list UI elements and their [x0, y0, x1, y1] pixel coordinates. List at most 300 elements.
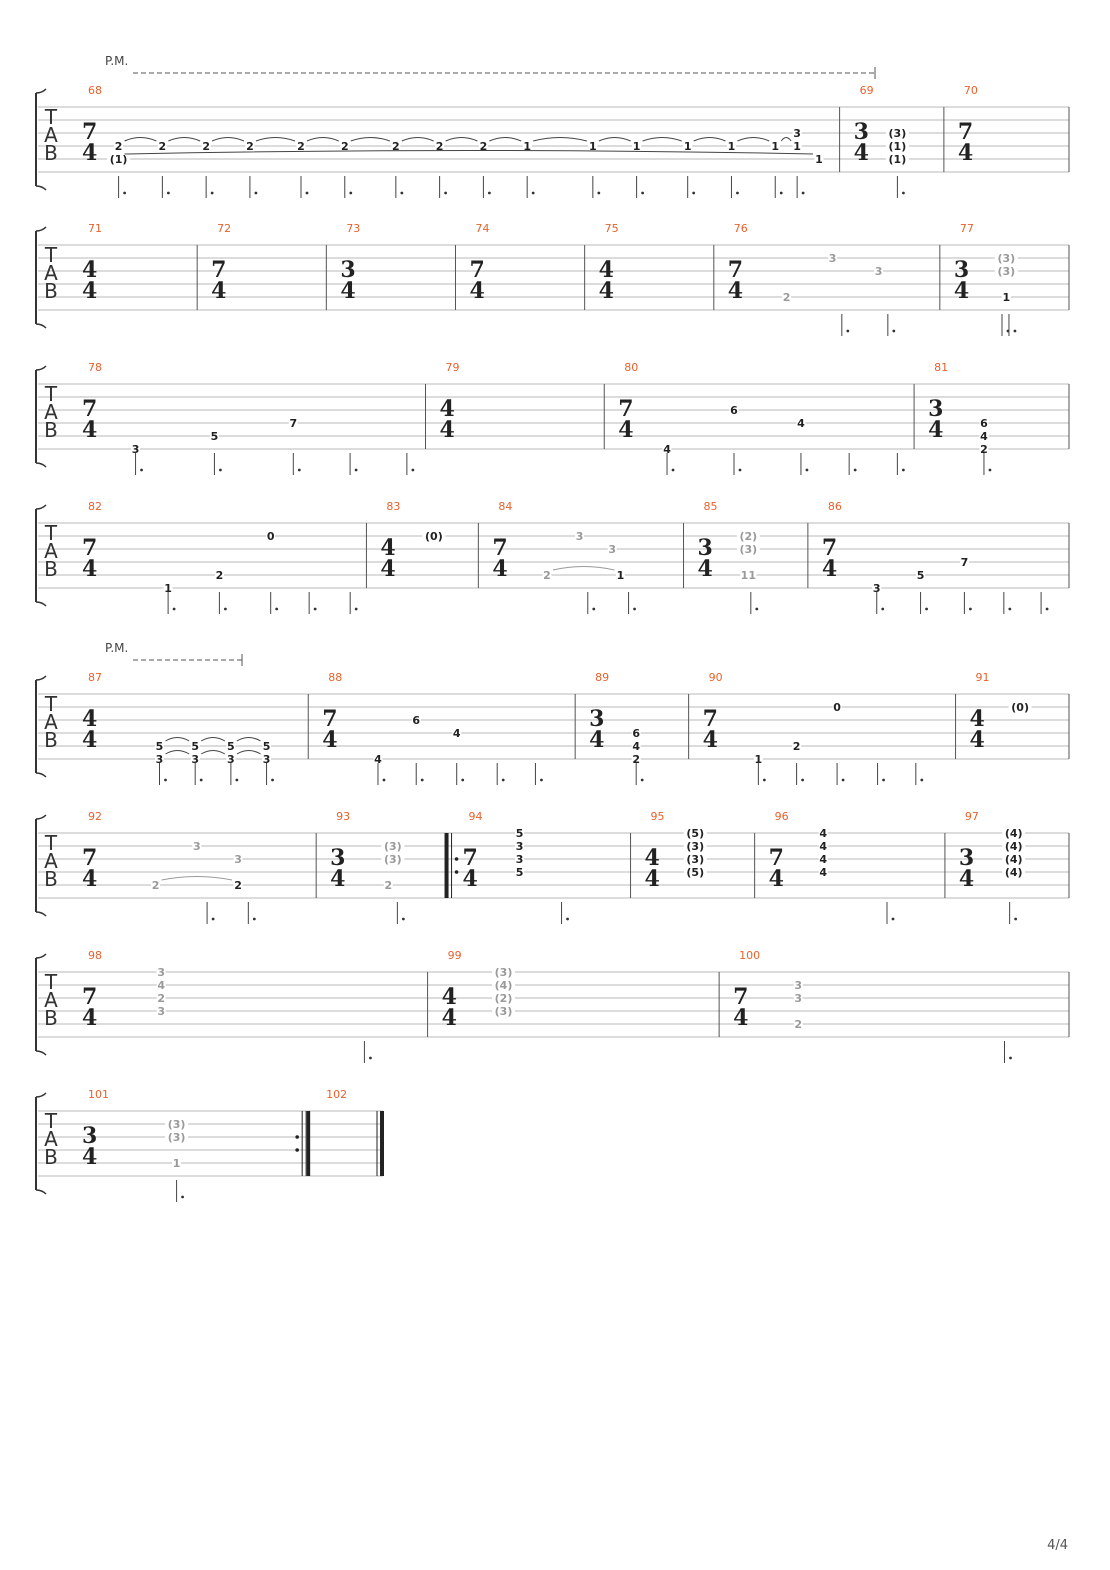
duration-dot — [846, 330, 849, 333]
tab-clef-letter: B — [44, 279, 58, 303]
duration-dot — [173, 608, 176, 611]
fret-number: 11 — [740, 569, 756, 582]
duration-dot — [306, 192, 309, 195]
fret-number: 4 — [797, 417, 805, 430]
duration-dot — [355, 608, 358, 611]
tie-arc — [201, 738, 225, 742]
time-signature-bottom: 4 — [618, 417, 634, 443]
time-signature-top: 7 — [618, 396, 634, 422]
duration-dot — [881, 608, 884, 611]
fret-number: 3 — [794, 979, 803, 992]
tie-arc — [168, 138, 200, 142]
duration-dot — [532, 192, 535, 195]
duration-dot — [369, 1057, 372, 1060]
fret-number: 2 — [980, 443, 988, 456]
fret-number: 3 — [515, 840, 524, 853]
time-signature-top: 7 — [469, 257, 485, 283]
tie-arc — [694, 138, 726, 142]
duration-dot — [736, 192, 739, 195]
duration-dot — [806, 469, 809, 472]
tab-clef-letter: T — [44, 970, 58, 994]
duration-dot — [672, 469, 675, 472]
repeat-dot — [455, 870, 459, 874]
measure-number: 101 — [88, 1088, 109, 1101]
measure — [914, 361, 991, 475]
fret-number: 1 — [727, 140, 736, 153]
time-signature-bottom: 4 — [697, 556, 713, 582]
measure — [82, 810, 256, 924]
repeat-dot — [455, 857, 459, 861]
fret-number: 3 — [872, 582, 881, 595]
fret-number: 0 — [833, 701, 841, 714]
time-signature-bottom: 4 — [492, 556, 508, 582]
time-signature-top: 7 — [957, 119, 974, 145]
fret-number: (3) — [167, 1131, 186, 1144]
measure — [604, 361, 905, 475]
fret-number: 1 — [523, 140, 531, 153]
tab-clef-letter: B — [44, 1006, 58, 1030]
tie-arc — [256, 138, 295, 142]
time-signature-bottom: 4 — [953, 278, 970, 304]
duration-dot — [902, 469, 905, 472]
fret-number: 3 — [575, 530, 584, 543]
fret-number: 2 — [202, 140, 210, 153]
fret-number: 2 — [435, 140, 444, 153]
fret-number: 2 — [157, 992, 165, 1005]
duration-dot — [641, 192, 644, 195]
fret-number: 3 — [515, 853, 524, 866]
measure — [940, 222, 1018, 336]
fret-number: 2 — [392, 140, 400, 153]
measure — [945, 810, 1025, 924]
measure — [840, 84, 909, 198]
tie-arc — [125, 138, 157, 142]
duration-dot — [355, 469, 358, 472]
fret-number: 4 — [819, 866, 828, 879]
time-signature-bottom: 4 — [469, 278, 485, 304]
time-signature-bottom: 4 — [82, 417, 98, 443]
tab-clef-letter: A — [44, 123, 58, 147]
measure-number: 87 — [88, 671, 102, 684]
fret-number: 6 — [632, 727, 641, 740]
duration-dot — [1014, 330, 1017, 333]
tab-system — [36, 361, 1069, 475]
time-signature-top: 3 — [958, 845, 975, 871]
time-signature-top: 7 — [768, 845, 784, 871]
fret-number: (4) — [1004, 853, 1023, 866]
fret-number: 4 — [980, 430, 988, 443]
time-signature-top: 3 — [928, 396, 944, 422]
time-signature-top: 4 — [598, 257, 614, 283]
tab-clef-letter: T — [44, 105, 58, 129]
tab-clef-letter: B — [44, 1145, 58, 1169]
measure-number: 100 — [739, 949, 761, 962]
measure-number: 72 — [217, 222, 232, 235]
time-signature-top: 7 — [702, 706, 718, 732]
measure — [316, 810, 405, 924]
tab-clef-letter: A — [44, 539, 58, 563]
duration-dot — [641, 779, 644, 782]
duration-dot — [255, 192, 258, 195]
duration-dot — [902, 192, 905, 195]
time-signature-top: 3 — [589, 706, 605, 732]
fret-number: 4 — [157, 979, 165, 992]
tab-clef-letter: B — [44, 728, 58, 752]
duration-dot — [755, 608, 758, 611]
repeat-start-thick — [445, 833, 449, 898]
time-signature-bottom: 4 — [462, 866, 478, 892]
fret-number: (3) — [383, 840, 402, 853]
time-signature-bottom: 4 — [727, 278, 744, 304]
fret-number: (3) — [686, 853, 705, 866]
tab-clef-letter: A — [44, 988, 58, 1012]
duration-dot — [842, 779, 845, 782]
measure-number: 79 — [445, 361, 460, 374]
fret-number: 5 — [515, 827, 524, 840]
time-signature-bottom: 4 — [957, 140, 974, 166]
duration-dot — [298, 469, 301, 472]
duration-dot — [219, 469, 222, 472]
measure — [82, 500, 358, 614]
fret-number: 1 — [771, 140, 780, 153]
tab-system — [36, 810, 1069, 924]
duration-dot — [566, 918, 569, 921]
fret-number: 5 — [210, 430, 219, 443]
fret-number: 4 — [632, 740, 641, 753]
fret-number: 2 — [479, 140, 488, 153]
duration-dot — [488, 192, 491, 195]
fret-number: (5) — [686, 827, 705, 840]
time-signature-bottom: 4 — [768, 866, 784, 892]
fret-number: (3) — [494, 1005, 513, 1018]
duration-dot — [739, 469, 742, 472]
fret-number: 2 — [114, 140, 123, 153]
time-signature-top: 4 — [441, 984, 457, 1010]
measure-number: 102 — [326, 1088, 348, 1101]
time-signature-bottom: 4 — [82, 1005, 98, 1031]
tie-arc — [307, 138, 339, 142]
time-signature-top: 7 — [727, 257, 744, 283]
tie-arc — [737, 138, 769, 142]
measure — [82, 1088, 310, 1202]
measure-number: 77 — [959, 222, 974, 235]
fret-number: 7 — [960, 556, 969, 569]
tab-clef-letter: T — [44, 521, 58, 545]
tie-arc — [166, 738, 190, 742]
duration-dot — [854, 469, 857, 472]
duration-dot — [164, 779, 167, 782]
palm-mute-label: P.M. — [105, 54, 129, 68]
fret-number: 3 — [793, 127, 801, 140]
duration-dot — [969, 608, 972, 611]
measure-number: 93 — [336, 810, 351, 823]
time-signature-top: 7 — [322, 706, 338, 732]
tab-clef-letter: T — [44, 1109, 58, 1133]
tie-arc — [125, 151, 813, 155]
fret-number: 3 — [828, 252, 837, 265]
tie-arc — [599, 138, 631, 142]
measure — [82, 84, 824, 198]
measure — [308, 671, 543, 785]
tab-system — [36, 54, 1069, 198]
fret-number: 2 — [151, 879, 160, 892]
duration-dot — [597, 192, 600, 195]
fret-number: 6 — [980, 417, 988, 430]
time-signature-top: 4 — [82, 706, 98, 732]
duration-dot — [502, 779, 505, 782]
duration-dot — [421, 779, 424, 782]
fret-number: 4 — [374, 753, 382, 766]
fret-number: (4) — [1004, 866, 1023, 879]
fret-number: 2 — [792, 740, 801, 753]
time-signature-top: 7 — [462, 845, 478, 871]
measure-number: 69 — [859, 84, 874, 97]
duration-dot — [592, 608, 595, 611]
time-signature-bottom: 4 — [82, 727, 98, 753]
time-signature-top: 7 — [82, 845, 98, 871]
fret-number: (3) — [167, 1118, 186, 1131]
time-signature-bottom: 4 — [821, 556, 838, 582]
duration-dot — [211, 192, 214, 195]
measure-number: 89 — [595, 671, 610, 684]
fret-number: 2 — [246, 140, 254, 153]
fret-number: (1) — [888, 140, 907, 153]
time-signature-top: 3 — [853, 119, 869, 145]
fret-number: 1 — [793, 140, 801, 153]
measure — [82, 671, 274, 785]
fret-number: (3) — [383, 853, 402, 866]
measure-number: 70 — [963, 84, 978, 97]
fret-number: 2 — [234, 879, 242, 892]
time-signature-top: 7 — [82, 396, 98, 422]
duration-dot — [271, 779, 274, 782]
fret-number: 6 — [412, 714, 421, 727]
time-signature-bottom: 4 — [853, 140, 869, 166]
duration-dot — [400, 192, 403, 195]
fret-number: 5 — [515, 866, 524, 879]
duration-dot — [925, 608, 928, 611]
fret-number: (3) — [888, 127, 907, 140]
fret-number: 5 — [227, 740, 235, 753]
fret-number: 3 — [155, 753, 164, 766]
repeat-end-thick — [306, 1111, 310, 1176]
duration-dot — [402, 918, 405, 921]
fret-number: (4) — [1004, 827, 1023, 840]
tab-clef-letter: T — [44, 692, 58, 716]
time-signature-bottom: 4 — [969, 727, 985, 753]
duration-dot — [989, 469, 992, 472]
measure-number: 73 — [346, 222, 361, 235]
tie-arc — [162, 877, 232, 881]
time-signature-bottom: 4 — [322, 727, 338, 753]
duration-dot — [540, 779, 543, 782]
measure-number: 74 — [475, 222, 490, 235]
fret-number: (1) — [888, 153, 907, 166]
time-signature-top: 7 — [733, 984, 749, 1010]
time-signature-bottom: 4 — [330, 866, 346, 892]
duration-dot — [1014, 918, 1017, 921]
measure-number: 82 — [88, 500, 102, 513]
duration-dot — [444, 192, 447, 195]
duration-dot — [780, 192, 783, 195]
duration-dot — [892, 918, 895, 921]
time-signature-bottom: 4 — [439, 417, 455, 443]
fret-number: (5) — [686, 866, 705, 879]
measure-number: 94 — [468, 810, 483, 823]
fret-number: 3 — [192, 840, 201, 853]
tie-arc — [351, 138, 390, 142]
tab-clef-letter: B — [44, 418, 58, 442]
tie-arc — [446, 138, 478, 142]
fret-number: 3 — [157, 966, 165, 979]
fret-number: (1) — [109, 153, 128, 166]
repeat-dot — [295, 1148, 299, 1152]
measure-number: 81 — [934, 361, 949, 374]
tab-clef-letter: A — [44, 710, 58, 734]
time-signature-top: 7 — [82, 535, 98, 561]
time-signature-top: 4 — [969, 706, 985, 732]
duration-dot — [692, 192, 695, 195]
measure — [575, 671, 643, 785]
time-signature-top: 3 — [330, 845, 346, 871]
time-signature-top: 3 — [953, 257, 970, 283]
duration-dot — [892, 330, 895, 333]
time-signature-bottom: 4 — [82, 278, 98, 304]
tie-arc — [643, 138, 682, 142]
measure-number: 68 — [88, 84, 102, 97]
duration-dot — [140, 469, 143, 472]
measure-number: 91 — [975, 671, 990, 684]
time-signature-bottom: 4 — [702, 727, 718, 753]
measure-number: 92 — [88, 810, 102, 823]
measure-number: 83 — [386, 500, 401, 513]
time-signature-top: 4 — [380, 535, 396, 561]
fret-number: 2 — [632, 753, 641, 766]
fret-number: 1 — [683, 140, 692, 153]
fret-number: 1 — [632, 140, 641, 153]
fret-number: 3 — [157, 1005, 165, 1018]
fret-number: (3) — [997, 265, 1016, 278]
tab-clef-letter: B — [44, 867, 58, 891]
time-signature-bottom: 4 — [958, 866, 975, 892]
fret-number: 2 — [340, 140, 349, 153]
duration-dot — [801, 779, 804, 782]
measure — [689, 671, 924, 785]
fret-number: 4 — [452, 727, 461, 740]
fret-number: 3 — [874, 265, 883, 278]
tab-system — [36, 222, 1069, 336]
tie-arc — [237, 751, 261, 755]
fret-number: (3) — [686, 840, 705, 853]
fret-number: 1 — [164, 582, 172, 595]
fret-number: 2 — [794, 1018, 803, 1031]
fret-number: 4 — [819, 853, 828, 866]
measure-number: 85 — [703, 500, 718, 513]
tab-clef-letter: A — [44, 1127, 58, 1151]
measure — [719, 949, 1012, 1063]
fret-number: 3 — [227, 753, 235, 766]
measure-number: 80 — [624, 361, 639, 374]
measure-number: 76 — [733, 222, 748, 235]
tab-system — [36, 1088, 384, 1202]
measure-number: 71 — [88, 222, 102, 235]
fret-number: 7 — [289, 417, 298, 430]
fret-number: (3) — [997, 252, 1016, 265]
fret-number: 1 — [1002, 291, 1011, 304]
duration-dot — [235, 779, 238, 782]
tie-arc — [212, 138, 244, 142]
fret-number: 2 — [158, 140, 167, 153]
fret-number: 4 — [819, 827, 828, 840]
fret-number: 1 — [172, 1157, 181, 1170]
duration-dot — [383, 779, 386, 782]
duration-dot — [633, 608, 636, 611]
fret-number: (4) — [1004, 840, 1023, 853]
fret-number: (0) — [425, 530, 443, 543]
fret-number: 0 — [266, 530, 275, 543]
time-signature-top: 3 — [697, 535, 713, 561]
measure — [82, 949, 372, 1063]
fret-number: 2 — [215, 569, 224, 582]
duration-dot — [253, 918, 256, 921]
fret-number: 2 — [297, 140, 305, 153]
repeat-dot — [295, 1135, 299, 1139]
fret-number: 1 — [589, 140, 597, 153]
time-signature-top: 7 — [211, 257, 227, 283]
duration-dot — [224, 608, 227, 611]
duration-dot — [461, 779, 464, 782]
fret-number: 3 — [131, 443, 140, 456]
duration-dot — [349, 192, 352, 195]
tie-arc — [201, 751, 225, 755]
tie-arc — [489, 138, 521, 142]
fret-number: 4 — [819, 840, 828, 853]
fret-number: 1 — [815, 153, 823, 166]
time-signature-top: 3 — [340, 257, 356, 283]
fret-number: 5 — [191, 740, 200, 753]
tie-arc — [553, 567, 614, 571]
measure-number: 95 — [650, 810, 665, 823]
measure-number: 98 — [88, 949, 102, 962]
time-signature-top: 7 — [492, 535, 508, 561]
fret-number: 2 — [782, 291, 791, 304]
duration-dot — [200, 779, 203, 782]
fret-number: 3 — [234, 853, 242, 866]
palm-mute-label: P.M. — [105, 641, 129, 655]
time-signature-bottom: 4 — [441, 1005, 457, 1031]
time-signature-top: 7 — [82, 119, 98, 145]
tie-arc — [166, 751, 190, 755]
measure — [714, 222, 895, 336]
time-signature-bottom: 4 — [82, 556, 98, 582]
measure-number: 88 — [328, 671, 343, 684]
fret-number: 3 — [191, 753, 200, 766]
time-signature-bottom: 4 — [380, 556, 396, 582]
tie-arc — [781, 138, 791, 142]
tab-system — [36, 949, 1069, 1063]
tie-arc — [402, 138, 434, 142]
duration-dot — [212, 918, 215, 921]
time-signature-bottom: 4 — [82, 866, 98, 892]
duration-dot — [1008, 608, 1011, 611]
time-signature-top: 7 — [82, 984, 98, 1010]
fret-number: (0) — [1011, 701, 1029, 714]
time-signature-bottom: 4 — [82, 1144, 98, 1170]
measure-number: 78 — [88, 361, 102, 374]
measure — [808, 500, 1049, 614]
time-signature-top: 4 — [439, 396, 455, 422]
measure-number: 96 — [774, 810, 789, 823]
